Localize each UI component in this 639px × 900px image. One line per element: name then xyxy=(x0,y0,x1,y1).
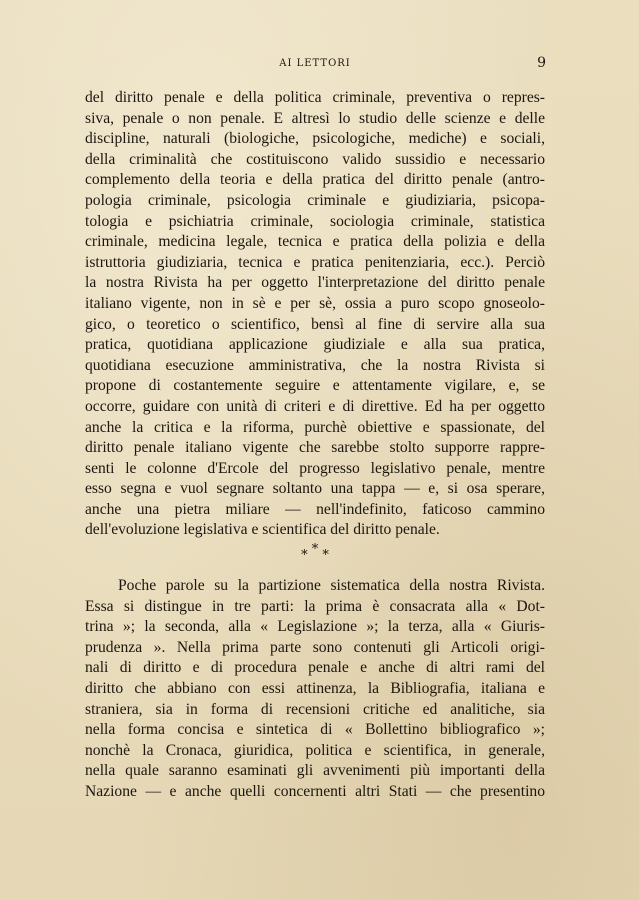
text-line: Nazione — e anche quelli concernenti altri Stati — che presentino xyxy=(85,782,545,800)
asterisk: * xyxy=(301,548,308,563)
text-line: prudenza ». Nella prima parte sono contenuti gli Articoli origi- xyxy=(85,638,545,656)
asterisk: * xyxy=(311,542,319,557)
text-line: diritto che abbiano con essi attinenza, la Bibliografia, italiana e xyxy=(85,679,545,697)
text-line: criminale, medicina legale, tecnica e pratica della polizia e della xyxy=(85,233,545,251)
section-separator xyxy=(85,542,545,563)
text-line: nonchè la Cronaca, giuridica, politica e scientifica, in generale, xyxy=(85,741,545,759)
text-line: quotidiana esecuzione amministrativa, che la nostra Rivista si xyxy=(85,356,545,374)
text-line: occorre, guidare con unità di criteri e di direttive. Ed ha per oggetto xyxy=(85,397,545,415)
text-line: senti le colonne d'Ercole del progresso legislativo penale, mentre xyxy=(85,459,545,477)
text-line: Poche parole su la partizione sistematica della nostra Rivista. xyxy=(118,577,545,594)
text-line: nella quale saranno esaminati gli avvenimenti più importanti della xyxy=(85,762,545,780)
text-line: tologia e psichiatria criminale, sociologia criminale, statistica xyxy=(85,212,545,230)
running-title: AI LETTORI xyxy=(279,58,351,69)
text-line: del diritto penale e della politica criminale, preventiva o repres- xyxy=(85,89,545,106)
text-line: discipline, naturali (biologiche, psicologiche, mediche) e sociali, xyxy=(85,130,545,148)
paragraph-1 xyxy=(85,88,545,541)
text-line: straniera, sia in forma di recensioni critiche ed analitiche, sia xyxy=(85,700,545,718)
text-line: Essa si distingue in tre parti: la prima è consacrata alla « Dot- xyxy=(85,597,545,615)
asterisk: * xyxy=(322,548,329,563)
text-line: nella forma concisa e sintetica di « Bollettino bibliografico »; xyxy=(85,721,545,739)
text-line: pratica, quotidiana applicazione giudiziale e alla sua pratica, xyxy=(85,336,545,354)
text-line: nali di diritto e di procedura penale e anche di altri rami del xyxy=(85,659,545,677)
text-line: della criminalità che costituiscono valido sussidio e necessario xyxy=(85,150,545,168)
text-line: gico, o teoretico o scientifico, bensì al fine di servire alla sua xyxy=(85,315,545,333)
text-line: italiano vigente, non in sè e per sè, ossia a puro scopo gnoseolo- xyxy=(85,294,545,312)
text-line: istruttoria giudiziaria, tecnica e pratica penitenziaria, ecc.). Perciò xyxy=(85,253,545,271)
text-line: diritto penale italiano vigente che sarebbe stolto supporre rappre- xyxy=(85,439,545,457)
page-number: 9 xyxy=(537,55,546,71)
text-line: la nostra Rivista ha per oggetto l'interpretazione del diritto penale xyxy=(85,274,545,292)
text-line: dell'evoluzione legislativa e scientifica del diritto penale. xyxy=(85,521,440,539)
text-line: esso segna e vuol segnare soltanto una tappa — e, si osa sperare, xyxy=(85,480,545,498)
text-line: trina »; la seconda, alla « Legislazione »; la terza, alla « Giuris- xyxy=(85,618,545,636)
text-line: anche una pietra miliare — nell'indefinito, faticoso cammino xyxy=(85,500,545,518)
paragraph-2 xyxy=(85,576,545,803)
text-line: anche la critica e la riforma, purchè obiettive e spassionate, del xyxy=(85,418,545,436)
text-line: complemento della teoria e della pratica del diritto penale (antro- xyxy=(85,171,545,189)
text-line: siva, penale o non penale. E altresì lo studio delle scienze e delle xyxy=(85,109,545,127)
text-line: propone di costantemente seguire e attentamente vigilare, e, se xyxy=(85,377,545,395)
text-line: pologia criminale, psicologia criminale e giudiziaria, psicopa- xyxy=(85,191,545,209)
